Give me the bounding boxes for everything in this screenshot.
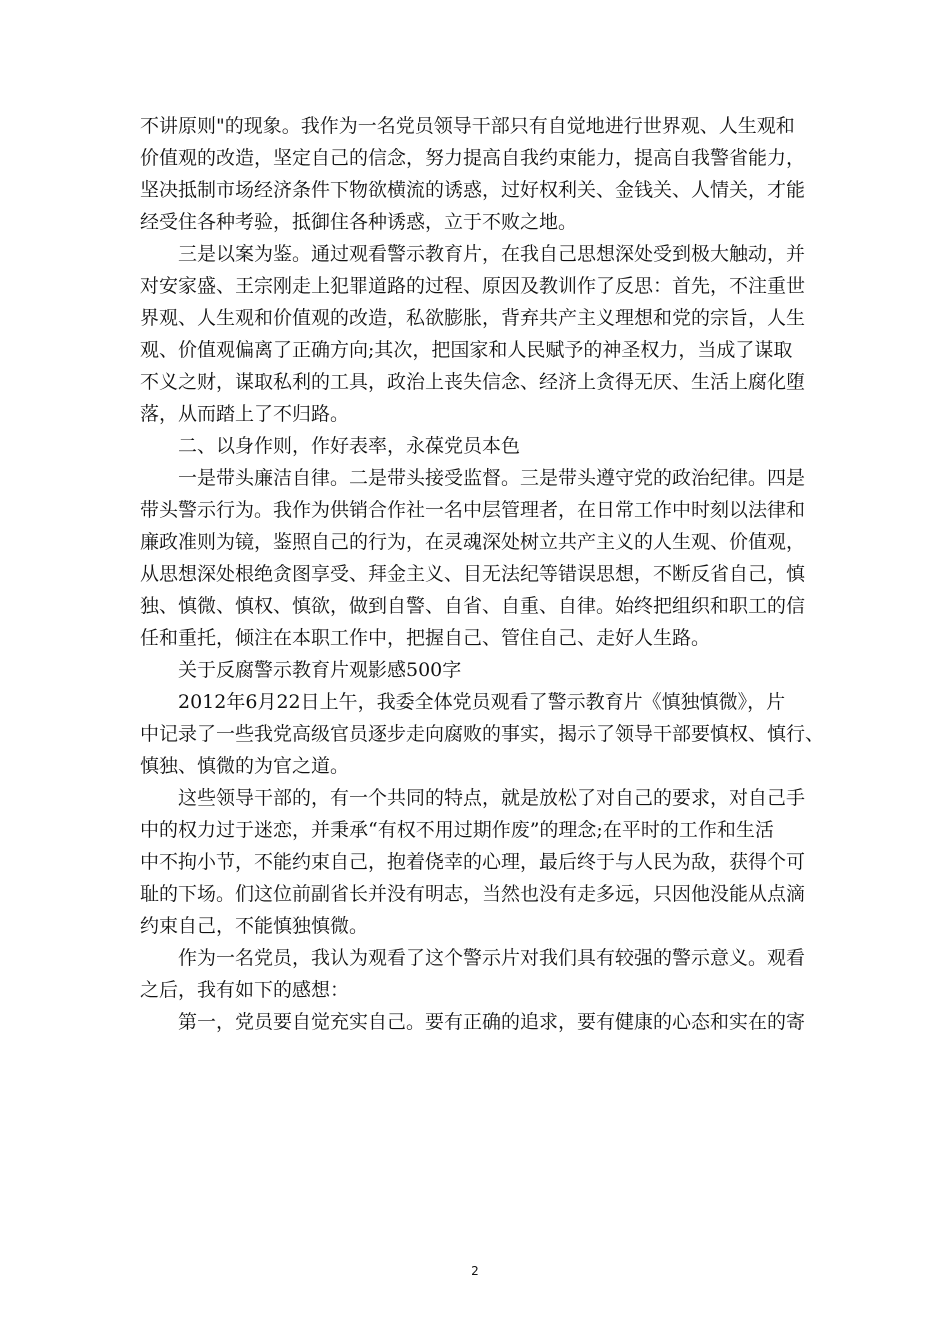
text-line: 慎独、慎微的为官之道。	[140, 755, 350, 777]
page-number: 2	[471, 1264, 479, 1278]
document-body	[140, 110, 825, 1038]
text-line: 作为一名党员，我认为观看了这个警示片对我们具有较强的警示意义。观看	[178, 947, 806, 969]
text-line: 这些领导干部的，有一个共同的特点，就是放松了对自己的要求，对自己手	[178, 787, 806, 809]
text-line: 不义之财，谋取私利的工具，政治上丧失信念、经济上贪得无厌、生活上腐化堕	[140, 371, 806, 393]
text-line: 观、价值观偏离了正确方向;其次，把国家和人民赋予的神圣权力，当成了谋取	[140, 339, 793, 361]
text-line: 落，从而踏上了不归路。	[140, 403, 350, 425]
text-line: 经受住各种考验，抵御住各种诱惑，立于不败之地。	[140, 211, 578, 233]
text-line: 廉政准则为镜，鉴照自己的行为，在灵魂深处树立共产主义的人生观、价值观，	[140, 531, 806, 553]
text-line: 耻的下场。们这位前副省长并没有明志，当然也没有走多远，只因他没能从点滴	[140, 883, 806, 905]
text-line: 第一，党员要自觉充实自己。要有正确的追求，要有健康的心态和实在的寄	[178, 1011, 806, 1033]
text-line: 约束自己，不能慎独慎微。	[140, 915, 369, 937]
text-line: 不讲原则"的现象。我作为一名党员领导干部只有自觉地进行世界观、人生观和	[140, 115, 795, 137]
text-line: 中的权力过于迷恋，并秉承“有权不用过期作废”的理念;在平时的工作和生活	[140, 819, 774, 841]
text-line: 中记录了一些我党高级官员逐步走向腐败的事实，揭示了领导干部要慎权、慎行、	[140, 723, 825, 745]
text-line: 带头警示行为。我作为供销合作社一名中层管理者，在日常工作中时刻以法律和	[140, 499, 806, 521]
text-line: 2012年6月22日上午，我委全体党员观看了警示教育片《慎独慎微》，片	[178, 691, 786, 713]
text-line: 界观、人生观和价值观的改造，私欲膨胀，背弃共产主义理想和党的宗旨，人生	[140, 307, 806, 329]
text-line: 一是带头廉洁自律。二是带头接受监督。三是带头遵守党的政治纪律。四是	[178, 467, 806, 489]
text-line: 独、慎微、慎权、慎欲，做到自警、自省、自重、自律。始终把组织和职工的信	[140, 595, 806, 617]
text-line: 对安家盛、王宗刚走上犯罪道路的过程、原因及教训作了反思：首先，不注重世	[140, 275, 806, 297]
text-line: 价值观的改造，坚定自己的信念，努力提高自我约束能力，提高自我警省能力，	[140, 147, 806, 169]
text-line: 中不拘小节，不能约束自己，抱着侥幸的心理，最后终于与人民为敌，获得个可	[140, 851, 806, 873]
text-line: 坚决抵制市场经济条件下物欲横流的诱惑，过好权利关、金钱关、人情关，才能	[140, 179, 806, 201]
text-line: 之后，我有如下的感想：	[140, 979, 350, 1001]
text-line: 从思想深处根绝贪图享受、拜金主义、目无法纪等错误思想，不断反省自己，慎	[140, 563, 806, 585]
text-line: 关于反腐警示教育片观影感500字	[178, 659, 462, 681]
text-line: 任和重托，倾注在本职工作中，把握自己、管住自己、走好人生路。	[140, 627, 711, 649]
text-line: 三是以案为鉴。通过观看警示教育片，在我自己思想深处受到极大触动，并	[178, 243, 806, 265]
text-line: 二、以身作则，作好表率，永葆党员本色	[178, 435, 521, 457]
